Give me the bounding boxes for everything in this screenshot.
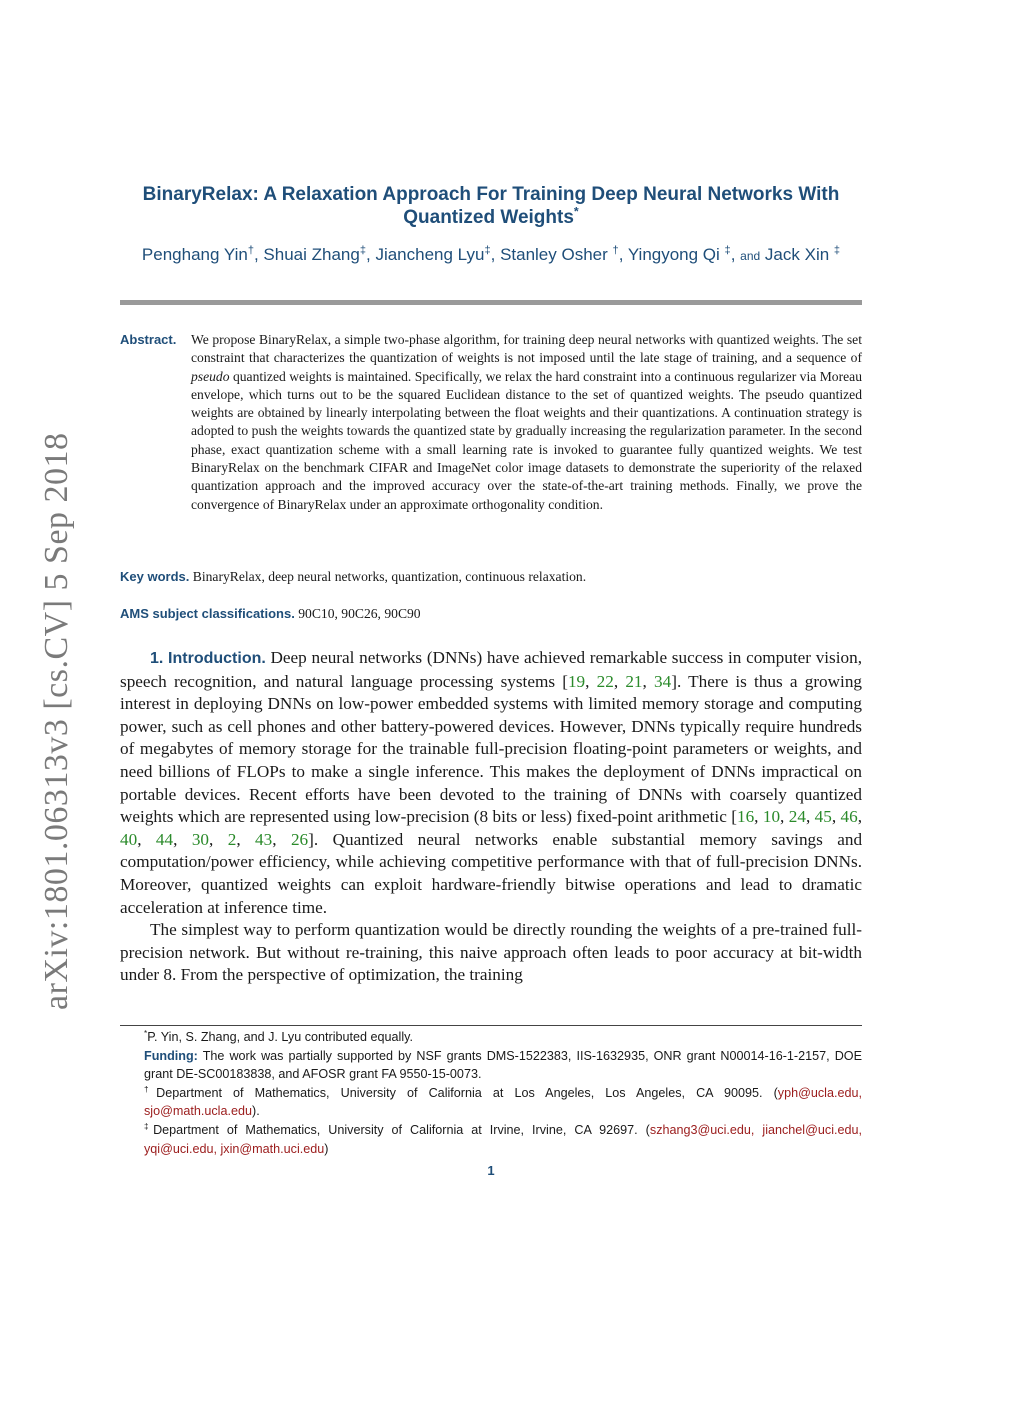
citation-link[interactable]: 34 [654,671,672,691]
author-conjunction: and [740,249,761,263]
citation-link[interactable]: 22 [596,671,614,691]
author-affiliation-mark: † [247,244,254,257]
citation-link[interactable]: 26 [290,829,309,849]
page-number: 1 [487,1163,495,1178]
author-name: Shuai Zhang [263,245,360,264]
intro-text-c: . Quantized neural networks enable substantial memory savings and computation/power efficiency, while achieving competitive performance with that of full-precision DNNs. Moreover, quantized weights can exploit hardware-friendly bitwise operations and lead to dramatic acceleration at inference time. [120,829,863,917]
footnote-equal-contribution [120,1028,862,1047]
author-list [120,244,862,267]
footnote-mark: † [144,1084,157,1094]
keywords-label: Key words. [120,569,190,584]
author-affiliation-mark: ‡ [833,244,841,257]
keywords-section [120,568,862,586]
citation-link[interactable]: 43 [255,829,273,849]
citation-link[interactable]: 46 [840,807,858,827]
author-name: Penghang Yin [141,245,248,264]
footnote-text: Department of Mathematics, University of California at Los Angeles, Los Angeles, CA 90095. ( [156,1085,778,1100]
citation-link[interactable]: 10 [762,807,781,827]
author-name: Jiancheng Lyu [375,245,485,264]
abstract-section [120,331,862,514]
footnote-text-end: ). [252,1104,260,1119]
footnote-ucla-affiliation [120,1084,862,1121]
footnote-text: P. Yin, S. Zhang, and J. Lyu contributed equally. [147,1030,413,1044]
footnote-funding [120,1047,862,1084]
abstract-text-before: We propose BinaryRelax, a simple two-phase algorithm, for training deep neural networks with quantized weights. The set constraint that characterizes the quantization of weights is not imposed until the late stage of training, and a sequence of [191,332,862,366]
footnote-uci-affiliation [120,1121,862,1158]
author-name: Yingyong Qi [627,245,720,264]
author-affiliation-mark: ‡ [484,244,491,257]
author-affiliation-mark: † [612,244,619,257]
abstract-text-after: quantized weights is maintained. Specifically, we relax the hard constraint into a continuous regularizer via Moreau envelope, which turns out to be the squared Euclidean distance to the set of quantized weights. The pseudo quantized weights are obtained by linearly interpolating between the float weights and their quantizations. A continuation strategy is adopted to push the weights towards the quantized state by gradually increasing the regularization parameter. In the second phase, exact quantization scheme with a small learning rate is invoked to guarantee fully quantized weights. We test BinaryRelax on the benchmark CIFAR and ImageNet color image datasets to demonstrate the superiority of the relaxed quantization approach and the improved accuracy over the state-of-the-art training methods. Finally, we prove the convergence of BinaryRelax under an approximate orthogonality condition. [191,368,862,512]
citation-link[interactable]: 16 [736,807,755,827]
funding-label: Funding: [144,1048,198,1063]
footnote-divider [120,1025,862,1026]
email-links[interactable]: yph@ucla.edu, sjo@math.ucla.edu [144,1085,862,1119]
citation-link[interactable]: 44 [155,829,174,849]
footnote-mark: ‡ [144,1121,154,1131]
introduction-section [120,647,862,987]
author-name: Jack Xin [764,245,830,264]
title-line-2-text: Quantized Weights [403,207,574,228]
author-line-1: Penghang Yin†, Shuai Zhang‡, Jiancheng Lyu‡, Stanley Osher †, Yingyong Qi ‡, and Jack Xin ‡ [141,244,841,264]
intro-text-b: . There is thus a growing interest in deploying DNNs on low-power embedded systems with limited memory storage and computing power, such as cell phones and other battery-powered devices. However, DNNs typically require hundreds of megabytes of memory storage for the trainable full-precision floating-point parameters or weights, and need billions of FLOPs to make a single inference. This makes the deployment of DNNs impractical on portable devices. Recent efforts have been devoted to the training of DNNs with coarsely quantized weights which are represented using low-precision (8 bits or less) fixed-point arithmetic [120,671,863,827]
section-title: Introduction. [168,650,266,667]
intro-paragraph-1: 1. Introduction. Deep neural networks (DNNs) have achieved remarkable success in computer vision, speech recognition, and natural language processing systems [19, 22, 21, 34]. There is thus a growing interest in deploying DNNs on low-power embedded systems with limited memory storage and computing power, such as cell phones and other battery-powered devices. However, DNNs typically require hundreds of megabytes of memory storage for the trainable full-precision floating-point parameters or weights, and need billions of FLOPs to make a single inference. This makes the deployment of DNNs impractical on portable devices. Recent efforts have been devoted to the training of DNNs with coarsely quantized weights which are represented using low-precision (8 bits or less) fixed-point arithmetic [16, 10, 24, 45, 46, 40, 44, 30, 2, 43, 26]. Quantized neural networks enable substantial memory savings and computation/power efficiency, while achieving competitive performance with that of full-precision DNNs. Moreover, quantized weights can exploit hardware-friendly bitwise operations and lead to dramatic acceleration at inference time. [120,648,863,917]
footnote-text: Department of Mathematics, University of California at Irvine, Irvine, CA 92697. ( [153,1122,650,1137]
citation-link[interactable]: 2 [227,829,237,849]
author-affiliation-mark: ‡ [359,244,366,257]
abstract-body [191,331,862,514]
arxiv-identifier-stamp: arXiv:1801.06313v3 [cs.CV] 5 Sep 2018 [38,432,75,1010]
citation-link[interactable]: 24 [788,807,806,827]
ams-codes: 90C10, 90C26, 90C90 [298,606,421,621]
title-line-2 [120,206,862,229]
footnote-mark: * [144,1028,148,1038]
abstract-label: Abstract. [120,332,177,347]
citation-link[interactable]: 45 [814,807,832,827]
citation-link[interactable]: 40 [120,829,138,849]
paper-title [120,183,862,229]
citation-link[interactable]: 21 [625,671,643,691]
ams-label: AMS subject classifications. [120,606,295,621]
email-links[interactable]: szhang3@uci.edu, jianchel@uci.edu, yqi@uci.edu, jxin@math.uci.edu [144,1122,863,1156]
footnote-text-end: ) [324,1141,329,1156]
title-line-1: BinaryRelax: A Relaxation Approach For Training Deep Neural Networks With [142,184,840,205]
funding-text: The work was partially supported by NSF grants DMS-1522383, IIS-1632935, ONR grant N00014-16-1-2157, DOE grant DE-SC00183838, and AFOSR grant FA 9550-15-0073. [144,1048,862,1082]
author-affiliation-mark: ‡ [724,244,731,257]
intro-text-a: Deep neural networks (DNNs) have achieved remarkable success in computer vision, speech recognition, and natural language processing systems [120,648,863,691]
author-name: Stanley Osher [500,245,608,264]
citation-link[interactable]: 30 [191,829,209,849]
title-footnote-mark: * [573,204,579,219]
footnotes-section [120,1028,862,1158]
ams-classification-section [120,605,862,623]
title-divider-rule [120,300,862,305]
keywords-text: BinaryRelax, deep neural networks, quantization, continuous relaxation. [192,569,587,584]
citation-group-1: 19, 22, 21, 34 [567,671,672,691]
citation-group-2: 16, 10, 24, 45, 46, 40, 44, 30, 2, 43, 26 [120,807,863,849]
intro-paragraph-2: The simplest way to perform quantization would be directly rounding the weights of a pre-trained full-precision network. But without re-training, this naive approach often leads to poor accuracy at bit-width under 8. From the perspective of optimization, the training [120,920,862,985]
citation-link[interactable]: 19 [567,671,586,691]
abstract-emphasis: pseudo [191,368,230,384]
section-number: 1. [150,650,164,667]
